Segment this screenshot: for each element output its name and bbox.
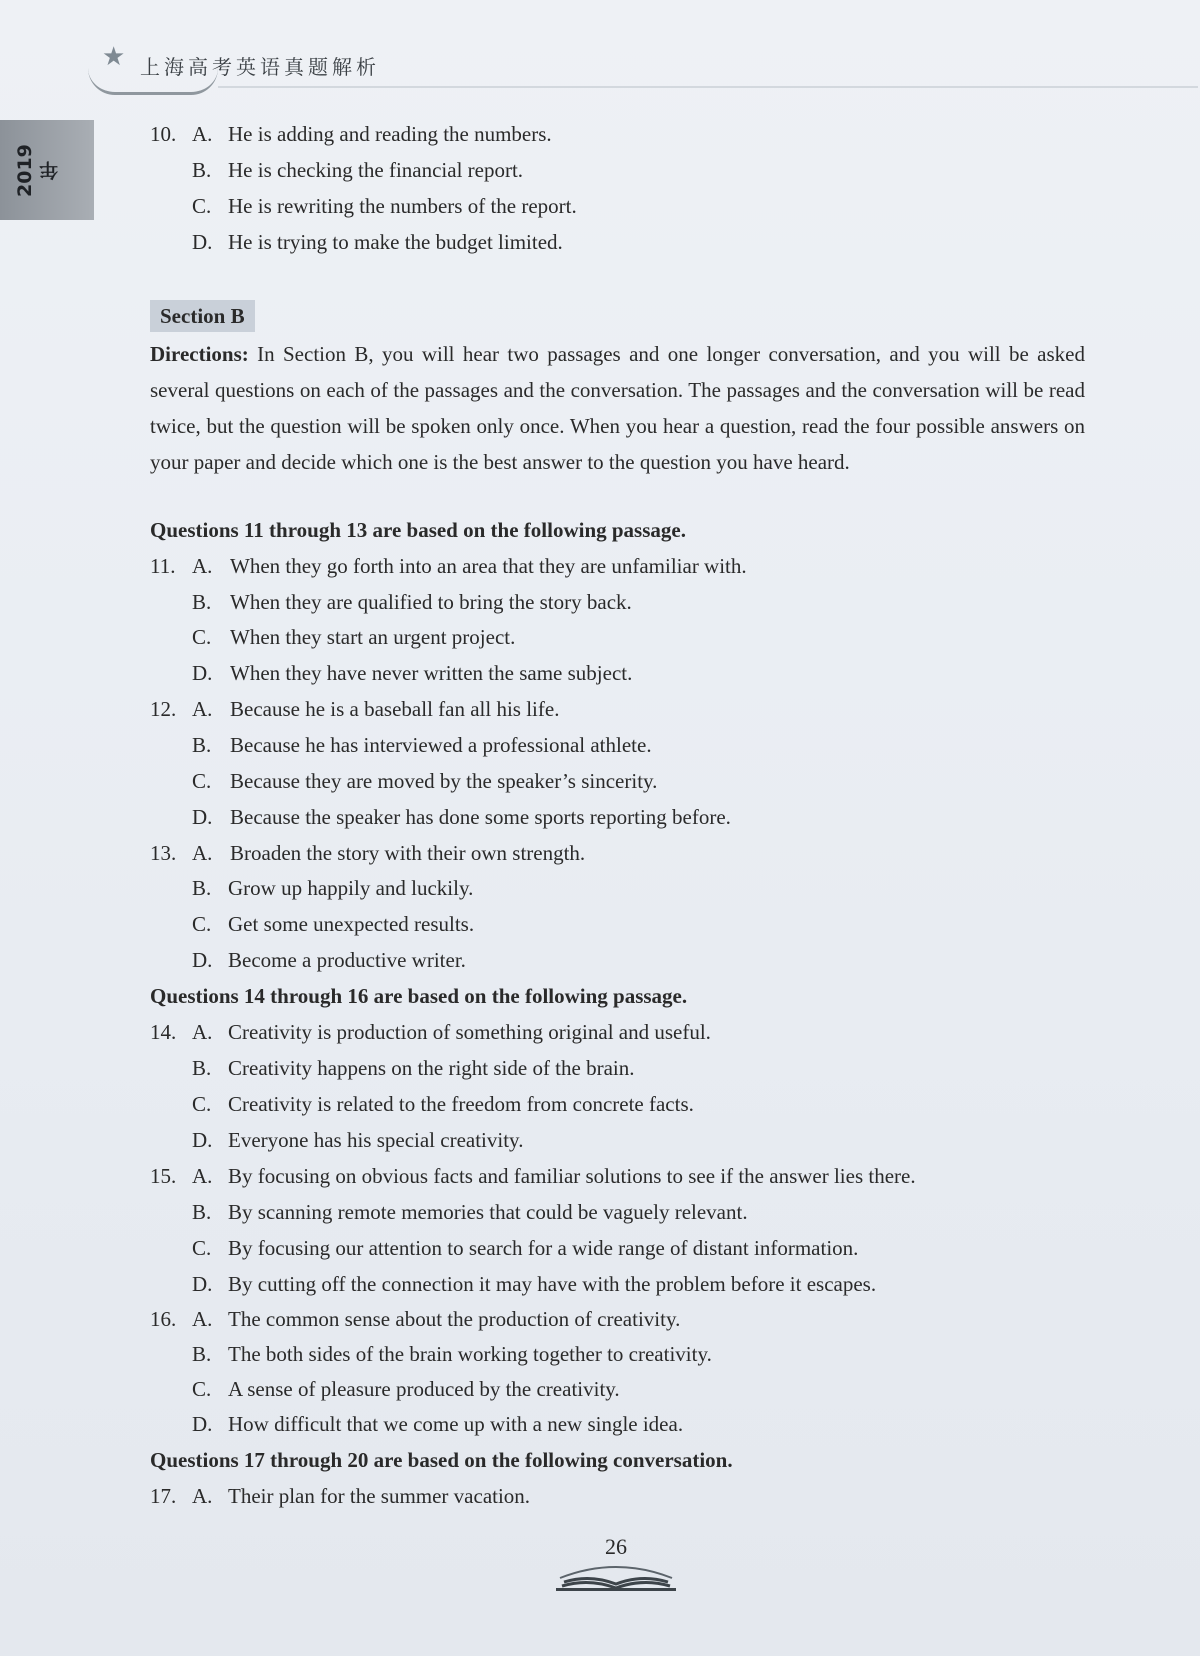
option-text: He is rewriting the numbers of the report. [228,194,577,218]
option-letter: D. [192,230,213,254]
option-text: Creativity is related to the freedom from concrete facts. [228,1092,694,1116]
option-text: Creativity happens on the right side of the brain. [228,1056,635,1080]
option-letter: B. [192,158,212,182]
question-number: 17. [150,1484,177,1508]
option-text: The common sense about the production of creativity. [228,1307,681,1331]
question-number: 10. [150,122,177,146]
section-b-label: Section B [150,300,255,332]
option-letter: B. [192,733,212,757]
option-letter: A. [192,1164,213,1188]
option-text: A sense of pleasure produced by the creativity. [228,1377,620,1401]
option-letter: A. [192,1307,213,1331]
option-text: By focusing our attention to search for a wide range of distant information. [228,1236,859,1260]
option-letter: D. [192,948,213,972]
option-letter: B. [192,876,212,900]
option-letter: D. [192,1412,213,1436]
option-letter: C. [192,1236,212,1260]
option-text: He is adding and reading the numbers. [228,122,552,146]
option-letter: B. [192,1342,212,1366]
directions-text: In Section B, you will hear two passages and one longer conversation, and you will be asked several questions on each of the passages and the conversation. The passages and the conversation will be read twice, but the question will be spoken only once. When you hear a question, read the four possible answers on your paper and decide which one is the best answer to the question you have heard. [150,342,1085,474]
header-title: 上海高考英语真题解析 [140,55,380,79]
question-number: 13. [150,841,177,865]
question-number: 11. [150,554,176,578]
option-text: By focusing on obvious facts and familiar solutions to see if the answer lies there. [228,1164,916,1188]
option-letter: D. [192,661,213,685]
header [88,40,1200,92]
option-text: When they go forth into an area that they are unfamiliar with. [230,554,747,578]
option-text: Broaden the story with their own strength. [230,841,586,865]
question-number: 15. [150,1164,177,1188]
option-text: When they have never written the same subject. [230,661,633,685]
option-letter: B. [192,590,212,614]
option-letter: C. [192,769,212,793]
year-tab-label: 2019年 [14,144,61,198]
option-text: Because they are moved by the speaker’s sincerity. [230,769,658,793]
option-letter: C. [192,1092,212,1116]
option-text: He is trying to make the budget limited. [228,230,563,254]
option-letter: A. [192,554,213,578]
option-letter: A. [192,697,213,721]
option-letter: C. [192,1377,212,1401]
option-letter: D. [192,805,213,829]
page-number: 26 [605,1534,627,1559]
directions-label: Directions: [150,342,249,366]
question-number: 12. [150,697,177,721]
option-letter: C. [192,194,212,218]
option-text: Grow up happily and luckily. [228,876,474,900]
option-text: Because the speaker has done some sports reporting before. [230,805,731,829]
group-heading: Questions 14 through 16 are based on the following passage. [150,984,688,1008]
question-number: 16. [150,1307,177,1331]
group-heading: Questions 11 through 13 are based on the following passage. [150,518,686,542]
group-heading: Questions 17 through 20 are based on the following conversation. [150,1448,733,1472]
option-letter: C. [192,912,212,936]
option-text: Get some unexpected results. [228,912,475,936]
option-letter: C. [192,625,212,649]
option-text: By scanning remote memories that could be vaguely relevant. [228,1200,748,1224]
option-letter: A. [192,841,213,865]
star-icon: ★ [102,42,126,71]
option-text: When they start an urgent project. [230,625,516,649]
option-letter: A. [192,1484,213,1508]
option-text: Everyone has his special creativity. [228,1128,524,1152]
question-number: 14. [150,1020,177,1044]
option-letter: B. [192,1200,212,1224]
header-rule [218,86,1198,88]
option-text: Because he has interviewed a professional athlete. [230,733,652,757]
open-book-icon [556,1556,676,1592]
year-tab [0,120,94,220]
option-text: Become a productive writer. [228,948,466,972]
page-footer [556,1534,676,1594]
option-text: Because he is a baseball fan all his life. [230,697,560,721]
option-text: Their plan for the summer vacation. [228,1484,531,1508]
option-text: How difficult that we come up with a new single idea. [228,1412,684,1436]
option-letter: D. [192,1128,213,1152]
option-letter: A. [192,1020,213,1044]
option-text: By cutting off the connection it may have with the problem before it escapes. [228,1272,877,1296]
option-text: Creativity is production of something original and useful. [228,1020,711,1044]
option-letter: A. [192,122,213,146]
option-text: When they are qualified to bring the story back. [230,590,632,614]
directions [150,336,1085,480]
option-text: The both sides of the brain working together to creativity. [228,1342,712,1366]
option-letter: B. [192,1056,212,1080]
option-text: He is checking the financial report. [228,158,524,182]
option-letter: D. [192,1272,213,1296]
